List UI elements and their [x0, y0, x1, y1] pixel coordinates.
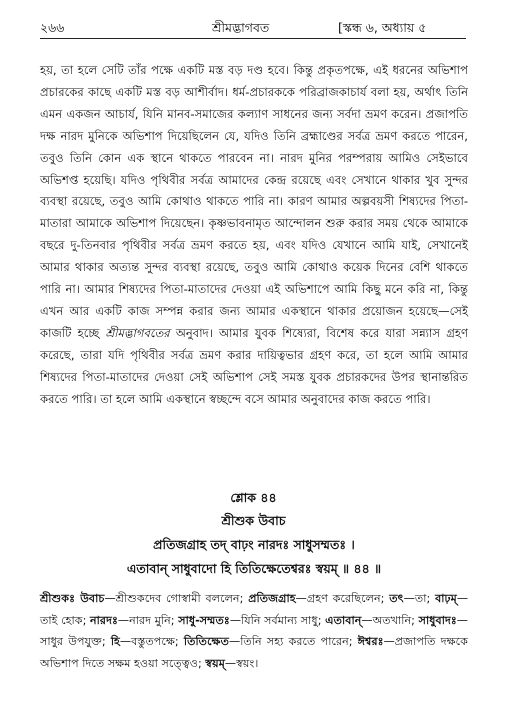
synonym-term: সাধু-সম্মতঃ: [178, 613, 230, 627]
synonym-term: প্রতিজগ্রাহ: [248, 592, 296, 605]
synonym-meaning: সাধুর উপযুক্ত: [40, 635, 102, 648]
synonym-term: সাধুবাদঃ: [418, 613, 457, 627]
synonym-meaning: গ্রহণ করেছিলেন: [306, 592, 381, 605]
synonym-meaning: তা: [414, 592, 427, 605]
synonym-meaning: তিনি সহ্য করতে পারেন: [240, 635, 349, 648]
synonym-meaning: নারদ মুনি: [129, 613, 171, 627]
synonym-term: হি: [110, 635, 120, 648]
verse-number: শ্লোক ৪৪: [230, 490, 277, 505]
verse-speaker: শ্রীশুক উবাচ: [221, 513, 286, 528]
synonym-meaning: স্বয়ং।: [236, 656, 259, 670]
synonym-term: নারদঃ: [90, 613, 118, 627]
purport-text-2: অনুবাদ। আমার যুবক শিষ্যেরা, বিশেষ করে যারা সন্ন্যাস গ্রহণ করেছে, তারা যদি পৃথিবীর সর্বত্র ভ্রমণ করার দায়িত্বভার গ্রহণ করে, তা হলে আমি আমার শিষ্যদের পিতা-মাতাদের দেওয়া সেই অভিশাপ সেই সমস্ত যুবক প্রচারকদের উপর স্থানান্তরিত করতে পারি। তা হলে আমি একস্থানে স্বচ্ছন্দে বসে আমার অনুবাদের কাজ করতে পারি।: [40, 325, 468, 406]
purport-paragraph: [40, 60, 468, 411]
page-number: ২৬৬: [40, 20, 65, 35]
header-rule: [40, 38, 466, 39]
synonym-meaning: অতখানি: [372, 613, 412, 627]
chapter-reference: [স্কন্ধ ৬, অধ্যায় ৫: [338, 20, 427, 35]
synonym-meaning: যিনি সর্বমান্য সাধু: [241, 613, 318, 627]
synonym-term: শ্রীশুকঃ উবাচ: [40, 592, 105, 605]
synonym-meaning: বস্তুতপক্ষে: [131, 635, 175, 648]
synonym-term: বাঢ়ম্: [435, 592, 457, 605]
synonym-term: স্বয়ম্: [205, 656, 225, 670]
synonym-term: তৎ: [389, 592, 404, 605]
synonym-term: তিতিক্ষেত: [183, 635, 230, 648]
synonym-term: এতাবান্: [325, 613, 362, 627]
running-title: শ্রীমদ্ভাগবত: [212, 20, 270, 35]
synonym-term: ঈশ্বরঃ: [357, 635, 384, 648]
synonym-meaning: প্রজাপতি দক্ষকে অভিশাপ দিতে সক্ষম হওয়া সত্ত্বেও: [40, 635, 468, 670]
synonyms-paragraph: শ্রীশুকঃ উবাচ—শ্রীশুকদেব গোস্বামী বললেন; প্রতিজগ্রাহ—গ্রহণ করেছিলেন; তৎ—তা; বাঢ়ম্—তাই হোক; নারদঃ—নারদ মুনি; সাধু-সম্মতঃ—যিনি সর্বমান্য সাধু; এতাবান্—অতখানি; সাধুবাদঃ—সাধুর উপযুক্ত; হি—বস্তুতপক্ষে; তিতিক্ষেত—তিনি সহ্য করতে পারেন; ঈশ্বরঃ—প্রজাপতি দক্ষকে অভিশাপ দিতে সক্ষম হওয়া সত্ত্বেও; স্বয়ম্—স্বয়ং।: [40, 592, 469, 670]
synonym-meaning: তাই হোক: [40, 613, 83, 627]
purport-text-1: হয়, তা হলে সেটি তাঁর পক্ষে একটি মস্ত বড় দণ্ড হবে। কিন্তু প্রকৃতপক্ষে, এই ধরনের অভিশাপ প্রচারকের কাছে একটি মস্ত বড় আশীর্বাদ। ধর্ম-প্রচারককে পরিব্রাজকাচার্য বলা হয়, অর্থাৎ তিনি এমন একজন আচার্য, যিনি মানব-সমাজের কল্যাণ সাধনের জন্য সর্বদা ভ্রমণ করেন। প্রজাপতি দক্ষ নারদ মুনিকে অভিশাপ দিয়েছিলেন যে, যদিও তিনি ব্রহ্মাণ্ডের সর্বত্র ভ্রমণ করতে পারেন, তবুও তিনি কোন এক স্থানে থাকতে পারবেন না। নারদ মুনির পরম্পরায় আমিও সেইভাবে অভিশপ্ত হয়েছি। যদিও পৃথিবীর সর্বত্র আমাদের কেন্দ্র রয়েছে এবং সেখানে থাকার খুব সুন্দর ব্যবস্থা রয়েছে, তবুও আমি কোথাও থাকতে পারি না। কারণ আমার অল্পবয়সী শিষ্যদের পিতা-মাতারা আমাকে অভিশাপ দিয়েছেন। কৃষ্ণভাবনামৃত আন্দোলন শুরু করার সময় থেকে আমাকে বছরে দু-তিনবার পৃথিবীর সর্বত্র ভ্রমণ করতে হয়, এবং যদিও যেখানে আমি যাই, সেখানেই আমার থাকার অত্যন্ত সুন্দর ব্যবস্থা রয়েছে, তবুও আমি কোথাও কয়েক দিনের বেশি থাকতে পারি না। আমার শিষ্যদের পিতা-মাতাদের দেওয়া এই অভিশাপে আমি কিছু মনে করি না, কিন্তু এখন আর একটি কাজ সম্পন্ন করার জন্য আমার একস্থানে থাকার প্রয়োজন হয়েছে—সেই কাজটি হচ্ছে: [40, 63, 468, 340]
verse-line-2: এতাবান্ সাধুবাদো হি তিতিক্ষেতেশ্বরঃ স্বয়ম্ ॥ ৪৪ ॥: [126, 561, 382, 576]
verse-line-1: প্রতিজগ্রাহ তদ্ বাঢ়ং নারদঃ সাধুসম্মতঃ ।: [153, 537, 355, 552]
purport-book-title: শ্রীমদ্ভাগবতের: [105, 325, 170, 340]
synonym-meaning: শ্রীশুকদেব গোস্বামী বললেন: [115, 592, 240, 605]
